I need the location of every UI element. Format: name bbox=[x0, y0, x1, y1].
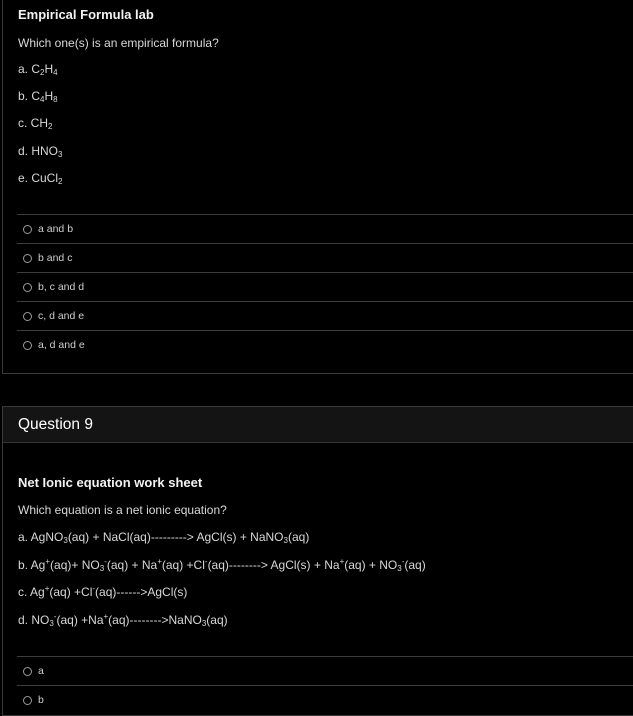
choice-label: a, d and e bbox=[38, 339, 85, 351]
question-8-title: Empirical Formula lab bbox=[18, 7, 154, 22]
formula-item-e: e. CuCl$_2$ bbox=[18, 171, 63, 186]
formula-item-d: d. $HNO_3$ bbox=[18, 144, 63, 159]
choice-label: b and c bbox=[38, 252, 73, 264]
question-9-header: Question 9 bbox=[3, 407, 633, 443]
radio-button-icon[interactable] bbox=[23, 225, 32, 234]
question-8-prompt: Which one(s) is an empirical formula? bbox=[18, 36, 219, 50]
question-9-title: Net Ionic equation work sheet bbox=[18, 475, 203, 490]
radio-button-icon[interactable] bbox=[23, 667, 32, 676]
question-9-prompt: Which equation is a net ionic equation? bbox=[18, 503, 227, 517]
choice-label: b bbox=[38, 694, 44, 706]
choice-label: b, c and d bbox=[38, 281, 85, 293]
radio-button-icon[interactable] bbox=[23, 312, 32, 321]
equation-item-c: c. Ag+(aq) +Cl-(aq)------>AgCl(s) bbox=[18, 584, 188, 599]
equation-item-a: a. AgNO$_3$(aq) + NaCl(aq)---------> AgCl(s) + NaNO$_3$(aq) bbox=[18, 530, 310, 545]
radio-button-icon[interactable] bbox=[23, 341, 32, 350]
equation-item-d: d. $NO_3^-(aq)$ +Na+(aq)-------->NaNO$_3$(aq) bbox=[18, 612, 228, 628]
choice-label: a bbox=[38, 665, 44, 677]
formula-item-b: b. $C_4H_8$ bbox=[18, 89, 58, 104]
question-8-card bbox=[2, 0, 633, 374]
answer-choices bbox=[17, 656, 633, 714]
answer-choices bbox=[17, 214, 633, 359]
radio-button-icon[interactable] bbox=[23, 254, 32, 263]
radio-button-icon[interactable] bbox=[23, 283, 32, 292]
choice-label: c, d and e bbox=[38, 310, 85, 322]
answer-choice[interactable] bbox=[17, 214, 633, 243]
formula-item-c: c. $CH_2$ bbox=[18, 116, 53, 131]
answer-choice[interactable] bbox=[17, 272, 633, 301]
formula-item-a: a. $C_2H_4$ bbox=[18, 62, 58, 77]
answer-choice[interactable] bbox=[17, 656, 633, 685]
radio-button-icon[interactable] bbox=[23, 696, 32, 705]
answer-choice[interactable] bbox=[17, 243, 633, 272]
answer-choice[interactable] bbox=[17, 301, 633, 330]
choice-label: a and b bbox=[38, 223, 74, 235]
answer-choice[interactable] bbox=[17, 330, 633, 359]
question-9-card bbox=[2, 406, 633, 716]
equation-item-b: b. $Ag^+(aq)+ NO_3^-(aq) + Na^+(aq) +Cl^-(aq)-------->$ AgCl(s) + $Na^+(aq) + NO_3^-(aq)$ bbox=[18, 557, 426, 573]
